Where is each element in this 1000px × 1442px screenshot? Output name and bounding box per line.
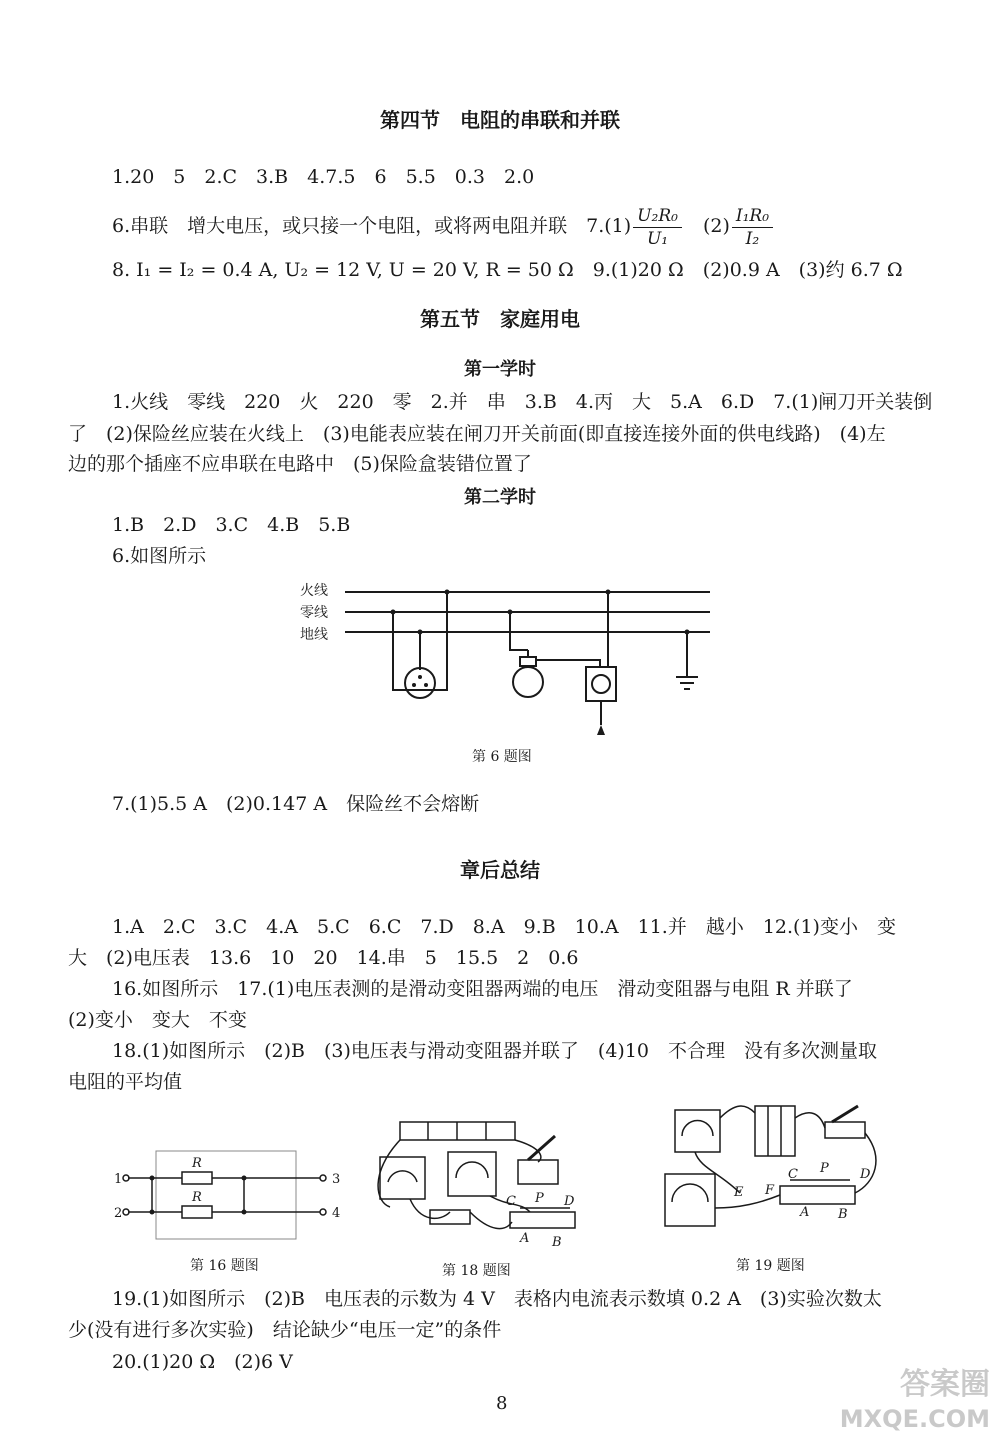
rheostat-icon bbox=[780, 1186, 855, 1204]
rheostat-terminal-c: C bbox=[506, 1194, 516, 1209]
page-number: 8 bbox=[496, 1393, 508, 1414]
ammeter-icon bbox=[380, 1157, 425, 1199]
section5-title: 第五节 家庭用电 bbox=[420, 307, 580, 331]
answer-line: 1.B 2.D 3.C 4.B 5.B bbox=[112, 514, 351, 536]
answer-line-fractions bbox=[112, 196, 775, 256]
answer-line: 19.(1)如图所示 (2)B 电压表的示数为 4 V 表格内电流表示数填 0.2 A (3)实验次数太 bbox=[112, 1288, 882, 1310]
summary-title: 章后总结 bbox=[460, 858, 540, 882]
rheostat-slider-p: P bbox=[820, 1161, 829, 1176]
ground-wire-label: 地线 bbox=[300, 627, 328, 643]
answer-line: 电阻的平均值 bbox=[68, 1071, 183, 1093]
figure-16-caption: 第 16 题图 bbox=[190, 1258, 259, 1274]
switch-icon bbox=[825, 1122, 865, 1138]
rheostat-terminal-b: B bbox=[552, 1235, 562, 1250]
switch-icon bbox=[518, 1160, 558, 1184]
answer-text: (2) bbox=[683, 215, 730, 237]
answer-line: 1.A 2.C 3.C 4.A 5.C 6.C 7.D 8.A 9.B 10.A 11.并 越小 12.(1)变小 变 bbox=[112, 916, 896, 938]
rheostat-terminal-b: B bbox=[838, 1207, 848, 1222]
terminal-4-label: 4 bbox=[332, 1206, 341, 1221]
figure-18-caption: 第 18 题图 bbox=[442, 1263, 511, 1279]
rheostat-terminal-d: D bbox=[564, 1194, 575, 1209]
socket-icon bbox=[405, 668, 435, 698]
rheostat-terminal-c: C bbox=[788, 1167, 798, 1182]
watermark-top: 答案圈 bbox=[900, 1367, 990, 1402]
fraction-numerator: I₁R₀ bbox=[732, 205, 773, 228]
rheostat-slider-p: P bbox=[535, 1191, 544, 1206]
wire-end-f: F bbox=[765, 1183, 775, 1198]
watermark bbox=[840, 1368, 990, 1436]
figure-6-household-wiring bbox=[290, 575, 720, 740]
fraction-denominator: I₂ bbox=[745, 228, 760, 249]
figure-16-resistor-network bbox=[112, 1145, 352, 1245]
figure-19-caption: 第 19 题图 bbox=[736, 1258, 805, 1274]
bulb-base-icon bbox=[520, 657, 536, 666]
resistor-1-icon bbox=[182, 1172, 212, 1184]
rheostat-terminal-a: A bbox=[800, 1205, 810, 1220]
neutral-wire-label: 零线 bbox=[300, 605, 328, 621]
answer-line: 少(没有进行多次实验) 结论缺少“电压一定”的条件 bbox=[68, 1319, 502, 1341]
answer-text: 6.串联 增大电压，或只接一个电阻，或将两电阻并联 7.(1) bbox=[112, 215, 632, 237]
answer-line: 8. I₁ = I₂ = 0.4 A, U₂ = 12 V, U = 20 V, R = 50 Ω 9.(1)20 Ω (2)0.9 A (3)约 6.7 Ω bbox=[112, 259, 903, 281]
lamp-switch-wire bbox=[536, 660, 600, 667]
fraction-i1r0-i2 bbox=[732, 205, 773, 250]
answer-line: 16.如图所示 17.(1)电压表测的是滑动变阻器两端的电压 滑动变阻器与电阻 R 并联了 bbox=[112, 978, 853, 1000]
answer-line: 了 (2)保险丝应装在火线上 (3)电能表应装在闸刀开关前面(即直接连接外面的供电线路) (4)左 bbox=[68, 423, 886, 445]
lesson2-title: 第二学时 bbox=[464, 487, 536, 508]
voltmeter-icon bbox=[448, 1152, 496, 1196]
live-wire-label: 火线 bbox=[300, 583, 328, 599]
figure-19-circuit-apparatus bbox=[660, 1098, 885, 1248]
terminal-1-label: 1 bbox=[114, 1172, 123, 1187]
terminal-2-label: 2 bbox=[114, 1206, 123, 1221]
rheostat-terminal-a: A bbox=[520, 1231, 530, 1246]
answer-line: 边的那个插座不应串联在电路中 (5)保险盒装错位置了 bbox=[68, 453, 532, 475]
ammeter-icon bbox=[675, 1110, 720, 1152]
watermark-bottom: MXQE.COM bbox=[839, 1405, 990, 1433]
section4-title: 第四节 电阻的串联和并联 bbox=[380, 108, 620, 132]
rheostat-terminal-d: D bbox=[860, 1167, 871, 1182]
network-box bbox=[156, 1151, 296, 1239]
answer-line: 大 (2)电压表 13.6 10 20 14.串 5 15.5 2 0.6 bbox=[68, 947, 579, 969]
resistor-1-label: R bbox=[192, 1156, 202, 1171]
answer-line: 1.火线 零线 220 火 220 零 2.并 串 3.B 4.丙 大 5.A 6.D 7.(1)闸刀开关装倒 bbox=[112, 391, 933, 413]
resistor-2-icon bbox=[182, 1206, 212, 1218]
answer-line: 6.如图所示 bbox=[112, 545, 207, 567]
figure-6-caption: 第 6 题图 bbox=[472, 749, 532, 765]
wire-end-e: E bbox=[734, 1185, 744, 1200]
answer-line: 1.20 5 2.C 3.B 4.7.5 6 5.5 0.3 2.0 bbox=[112, 166, 535, 188]
resistor-2-label: R bbox=[192, 1190, 202, 1205]
fraction-denominator: U₁ bbox=[646, 228, 669, 249]
rheostat-icon bbox=[510, 1212, 575, 1228]
answer-line: 20.(1)20 Ω (2)6 V bbox=[112, 1351, 293, 1373]
fraction-u2r0-u1 bbox=[633, 205, 682, 250]
answer-line: (2)变小 变大 不变 bbox=[68, 1009, 247, 1031]
figure-18-circuit-apparatus bbox=[370, 1112, 590, 1252]
fraction-numerator: U₂R₀ bbox=[633, 205, 682, 228]
battery-pack-icon bbox=[755, 1106, 795, 1156]
pull-switch-icon bbox=[586, 667, 616, 701]
terminal-3-label: 3 bbox=[332, 1172, 341, 1187]
answer-line: 18.(1)如图所示 (2)B (3)电压表与滑动变阻器并联了 (4)10 不合理 没有多次测量取 bbox=[112, 1040, 878, 1062]
bulb-icon bbox=[513, 667, 543, 697]
answer-line: 7.(1)5.5 A (2)0.147 A 保险丝不会熔断 bbox=[112, 793, 480, 815]
lesson1-title: 第一学时 bbox=[464, 359, 536, 380]
